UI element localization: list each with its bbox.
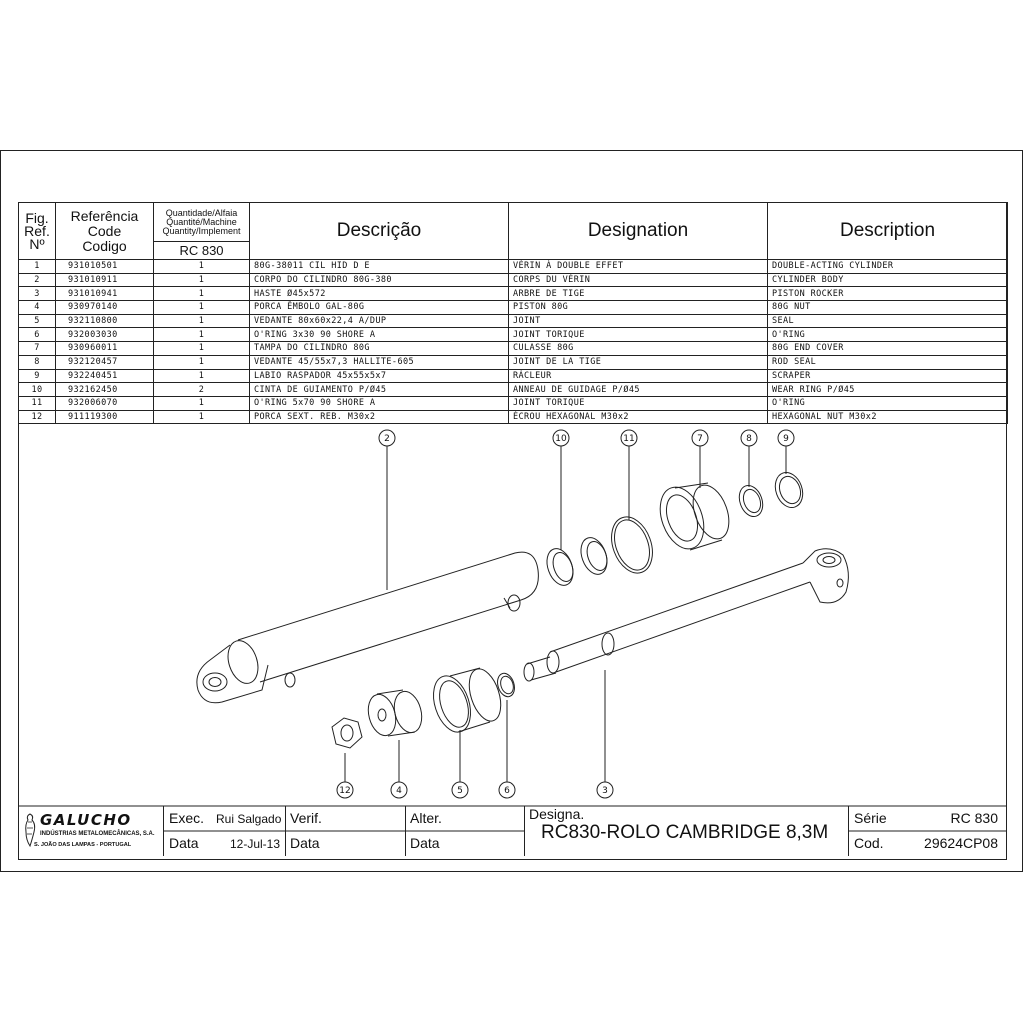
callout-label: 5 (457, 786, 463, 796)
cell-fr: ANNEAU DE GUIDAGE P/Ø45 (509, 383, 768, 397)
cell-qty: 1 (154, 260, 250, 274)
cell-qty: 1 (154, 410, 250, 424)
cell-qty: 1 (154, 314, 250, 328)
cell-en: 80G NUT (768, 301, 1008, 315)
cell-fr: JOINT (509, 314, 768, 328)
callout-label: 2 (384, 434, 390, 444)
cell-code: 932006070 (56, 396, 154, 410)
company-location: S. JOÃO DAS LAMPAS - PORTUGAL (34, 842, 132, 848)
exec-cell (163, 806, 285, 856)
callout-label: 11 (623, 434, 635, 444)
cell-pt: HASTE Ø45x572 (250, 287, 509, 301)
verif-date-label: Data (290, 835, 320, 851)
verif-cell (285, 806, 405, 856)
cell-code: 932110800 (56, 314, 154, 328)
cell-fr: ARBRE DE TIGE (509, 287, 768, 301)
callout-bubble (499, 782, 515, 798)
cell-fig: 8 (19, 355, 56, 369)
header-descricao: Descrição (250, 203, 509, 260)
cell-fig: 6 (19, 328, 56, 342)
verif-label: Verif. (290, 810, 322, 826)
callout-bubble (621, 430, 637, 446)
callout-bubble (741, 430, 757, 446)
code-value: 29624CP08 (924, 835, 998, 851)
cell-fr: CULASSE 80G (509, 342, 768, 356)
cell-code: 911119300 (56, 410, 154, 424)
callout-bubble (379, 430, 395, 446)
cell-en: O'RING (768, 396, 1008, 410)
cell-code: 931010911 (56, 273, 154, 287)
cell-en: ROD SEAL (768, 355, 1008, 369)
cell-fr: RÁCLEUR (509, 369, 768, 383)
cell-en: O'RING (768, 328, 1008, 342)
header-code: Referência Code Codigo (56, 203, 154, 260)
drawing-title: RC830-ROLO CAMBRIDGE 8,3M (541, 822, 829, 843)
callout-label: 10 (555, 434, 567, 444)
model-label: RC 830 (179, 243, 224, 258)
header-fig-ref: Fig. Ref. Nº (19, 203, 56, 260)
callout-bubble (391, 782, 407, 798)
alter-label: Alter. (410, 810, 442, 826)
cell-en: WEAR RING P/Ø45 (768, 383, 1008, 397)
cell-pt: PORCA SEXT. REB. M30x2 (250, 410, 509, 424)
cell-en: PISTON ROCKER (768, 287, 1008, 301)
callout-bubble (778, 430, 794, 446)
cell-pt: LABIO RASPADOR 45x55x5x7 (250, 369, 509, 383)
callout-label: 3 (602, 786, 608, 796)
cell-fr: VÉRIN À DOUBLE EFFET (509, 260, 768, 274)
cell-fr: JOINT TORIQUE (509, 328, 768, 342)
cell-pt: 80G-38011 CIL HID D E (250, 260, 509, 274)
cell-fr: PISTON 80G (509, 301, 768, 315)
cell-qty: 1 (154, 273, 250, 287)
series-label: Série (854, 810, 887, 826)
cell-code: 930970140 (56, 301, 154, 315)
callout-label: 9 (783, 434, 789, 444)
callout-bubble (452, 782, 468, 798)
cell-pt: CINTA DE GUIAMENTO P/Ø45 (250, 383, 509, 397)
company-name: GALUCHO (40, 811, 132, 829)
cell-fig: 9 (19, 369, 56, 383)
alter-cell (405, 806, 524, 856)
cell-fr: JOINT DE LA TIGE (509, 355, 768, 369)
header-quantity: Quantidade/Alfaia Quantité/Machine Quantity/Implement RC 830 (154, 203, 250, 260)
cell-en: SEAL (768, 314, 1008, 328)
series-value: RC 830 (950, 810, 998, 826)
series-cell (848, 806, 1007, 856)
cell-pt: O'RING 3x30 90 SHORE A (250, 328, 509, 342)
cell-qty: 1 (154, 396, 250, 410)
cell-pt: VEDANTE 80x60x22,4 A/DUP (250, 314, 509, 328)
alter-date-label: Data (410, 835, 440, 851)
cell-code: 932120457 (56, 355, 154, 369)
exec-value: Rui Salgado (216, 812, 282, 826)
cell-en: SCRAPER (768, 369, 1008, 383)
callout-bubble (692, 430, 708, 446)
code-label: Cod. (854, 835, 884, 851)
header-description: Description (768, 203, 1008, 260)
cell-pt: CORPO DO CILINDRO 80G-380 (250, 273, 509, 287)
callout-group (337, 430, 794, 798)
cell-fig: 12 (19, 410, 56, 424)
cell-pt: TAMPA DO CILINDRO 80G (250, 342, 509, 356)
callout-bubble (553, 430, 569, 446)
callout-label: 7 (697, 434, 703, 444)
cell-code: 931010501 (56, 260, 154, 274)
cell-fig: 10 (19, 383, 56, 397)
cylinder-body (197, 552, 539, 703)
callout-label: 4 (396, 786, 402, 796)
cell-qty: 1 (154, 369, 250, 383)
cell-code: 931010941 (56, 287, 154, 301)
cell-fig: 2 (19, 273, 56, 287)
cell-en: 80G END COVER (768, 342, 1008, 356)
cell-pt: PORCA ÊMBOLO GAL-80G (250, 301, 509, 315)
cell-fig: 11 (19, 396, 56, 410)
cell-en: HEXAGONAL NUT M30x2 (768, 410, 1008, 424)
cell-code: 932003030 (56, 328, 154, 342)
cell-qty: 1 (154, 301, 250, 315)
company-subtitle: INDÚSTRIAS METALOMECÂNICAS, S.A. (40, 831, 155, 837)
cell-fr: CORPS DU VÉRIN (509, 273, 768, 287)
cell-fr: JOINT TORIQUE (509, 396, 768, 410)
cell-fig: 4 (19, 301, 56, 315)
cell-fig: 5 (19, 314, 56, 328)
cell-en: CYLINDER BODY (768, 273, 1008, 287)
cell-qty: 1 (154, 342, 250, 356)
cell-fig: 1 (19, 260, 56, 274)
company-logo (20, 808, 160, 856)
header-designation: Designation (509, 203, 768, 260)
designation-cell (524, 806, 848, 856)
cell-code: 932162450 (56, 383, 154, 397)
cell-qty: 1 (154, 328, 250, 342)
cell-en: DOUBLE-ACTING CYLINDER (768, 260, 1008, 274)
exec-date-value: 12-Jul-13 (230, 837, 281, 851)
cell-fr: ÉCROU HEXAGONAL M30x2 (509, 410, 768, 424)
cell-pt: VEDANTE 45/55x7,3 HALLITE-605 (250, 355, 509, 369)
callout-label: 8 (746, 434, 752, 444)
callout-bubble (337, 782, 353, 798)
callout-label: 6 (504, 786, 510, 796)
cell-qty: 1 (154, 355, 250, 369)
exec-date-label: Data (169, 835, 199, 851)
callout-label: 12 (339, 786, 351, 796)
cell-code: 932240451 (56, 369, 154, 383)
callout-bubble (597, 782, 613, 798)
cell-qty: 2 (154, 383, 250, 397)
cell-fig: 3 (19, 287, 56, 301)
cell-fig: 7 (19, 342, 56, 356)
designation-label: Designa. (529, 806, 585, 822)
cell-qty: 1 (154, 287, 250, 301)
cell-pt: O'RING 5x70 90 SHORE A (250, 396, 509, 410)
exec-label: Exec. (169, 810, 205, 826)
cell-code: 930960011 (56, 342, 154, 356)
